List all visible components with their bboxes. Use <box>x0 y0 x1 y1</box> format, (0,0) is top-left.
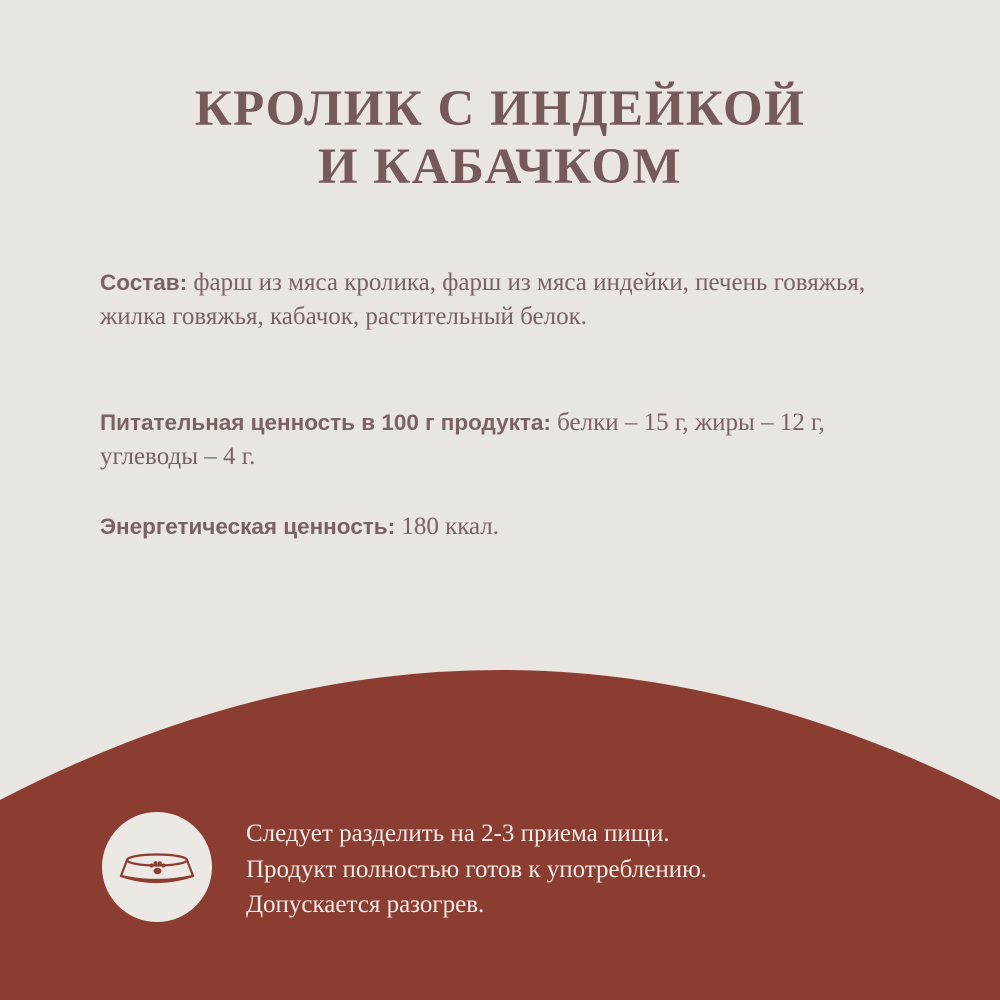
pet-bowl-with-paw-icon <box>102 812 212 922</box>
title-line-1: КРОЛИК С ИНДЕЙКОЙ <box>194 81 806 137</box>
energy-text: 180 ккал. <box>395 513 500 540</box>
title-line-2: И КАБАЧКОМ <box>317 139 683 195</box>
feeding-notes <box>246 816 946 923</box>
feeding-note: Допускается разогрев. <box>246 891 485 918</box>
feeding-note: Следует разделить на 2-3 приема пищи. <box>246 820 670 847</box>
feeding-note: Продукт полностью готов к употреблению. <box>246 855 707 883</box>
nutrition-text: белки – 15 г, жиры – 12 г, углеводы – 4 г. <box>100 409 825 470</box>
composition-text: фарш из мяса кролика, фарш из мяса индейки, печень говяжья, жилка говяжья, кабачок, растительный белок. <box>100 269 866 330</box>
composition-label: Состав: <box>100 270 188 295</box>
nutrition-label: Питательная ценность в 100 г продукта: <box>100 410 551 435</box>
feeding-badge <box>102 812 212 922</box>
energy-label: Энергетическая ценность: <box>100 514 396 539</box>
